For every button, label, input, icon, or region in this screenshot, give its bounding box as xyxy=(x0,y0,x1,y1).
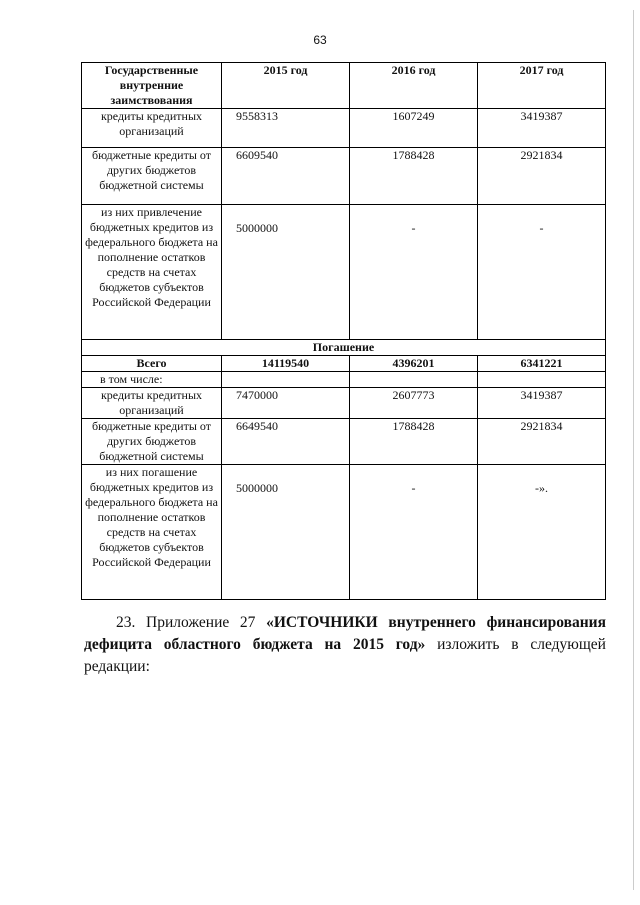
total-label: Всего xyxy=(82,356,222,372)
paragraph-suffix: изложить в следующей редакции: xyxy=(84,636,606,675)
total-2017: 6341221 xyxy=(478,356,606,372)
cell-2016: 2607773 xyxy=(350,388,478,419)
table-row xyxy=(82,465,606,600)
cell-2016: - xyxy=(350,205,478,340)
total-2016: 4396201 xyxy=(350,356,478,372)
table-row xyxy=(82,419,606,465)
cell-2017: - xyxy=(478,205,606,340)
row-label: из них привлечение бюджетных кредитов из федерального бюджета на пополнение остатков средств на счетах бюджетов субъектов Российской Федерации xyxy=(82,205,222,340)
total-2015: 14119540 xyxy=(222,356,350,372)
cell-2015: 5000000 xyxy=(222,465,350,600)
header-borrowings: Государственные внутренние заимствования xyxy=(82,63,222,109)
cell-2017: 3419387 xyxy=(478,109,606,148)
row-label: бюджетные кредиты от других бюджетов бюджетной системы xyxy=(82,148,222,205)
cell-2017: 3419387 xyxy=(478,388,606,419)
table-row xyxy=(82,109,606,148)
section-row xyxy=(82,340,606,356)
total-row xyxy=(82,356,606,372)
paragraph-prefix: 23. Приложение 27 xyxy=(116,614,267,631)
cell-2015: 6609540 xyxy=(222,148,350,205)
empty-cell xyxy=(222,372,350,388)
scan-margin-line xyxy=(633,10,634,890)
page-number: 63 xyxy=(313,33,327,47)
header-2016: 2016 год xyxy=(350,63,478,109)
row-label: бюджетные кредиты от других бюджетов бюджетной системы xyxy=(82,419,222,465)
cell-2017: -». xyxy=(478,465,606,600)
header-2017: 2017 год xyxy=(478,63,606,109)
cell-2015: 5000000 xyxy=(222,205,350,340)
row-label: кредиты кредитных организаций xyxy=(82,388,222,419)
cell-2016: - xyxy=(350,465,478,600)
cell-2015: 6649540 xyxy=(222,419,350,465)
cell-2017: 2921834 xyxy=(478,419,606,465)
row-label: кредиты кредитных организаций xyxy=(82,109,222,148)
table-row xyxy=(82,205,606,340)
section-title: Погашение xyxy=(82,340,606,356)
cell-2017: 2921834 xyxy=(478,148,606,205)
amendment-paragraph xyxy=(84,612,606,678)
table-row xyxy=(82,148,606,205)
cell-2016: 1788428 xyxy=(350,419,478,465)
cell-2016: 1788428 xyxy=(350,148,478,205)
header-2015: 2015 год xyxy=(222,63,350,109)
subheading-row xyxy=(82,372,606,388)
empty-cell xyxy=(478,372,606,388)
cell-2015: 9558313 xyxy=(222,109,350,148)
cell-2016: 1607249 xyxy=(350,109,478,148)
borrowings-table xyxy=(81,62,606,600)
empty-cell xyxy=(350,372,478,388)
table-row xyxy=(82,388,606,419)
paragraph-bold-title: «ИСТОЧНИКИ внутреннего финансирования дефицита областного бюджета на 2015 год» xyxy=(84,614,607,653)
subheading-label: в том числе: xyxy=(82,372,222,388)
row-label: из них погашение бюджетных кредитов из федерального бюджета на пополнение остатков средств на счетах бюджетов субъектов Российской Федерации xyxy=(82,465,222,600)
cell-2015: 7470000 xyxy=(222,388,350,419)
table-header-row xyxy=(82,63,606,109)
